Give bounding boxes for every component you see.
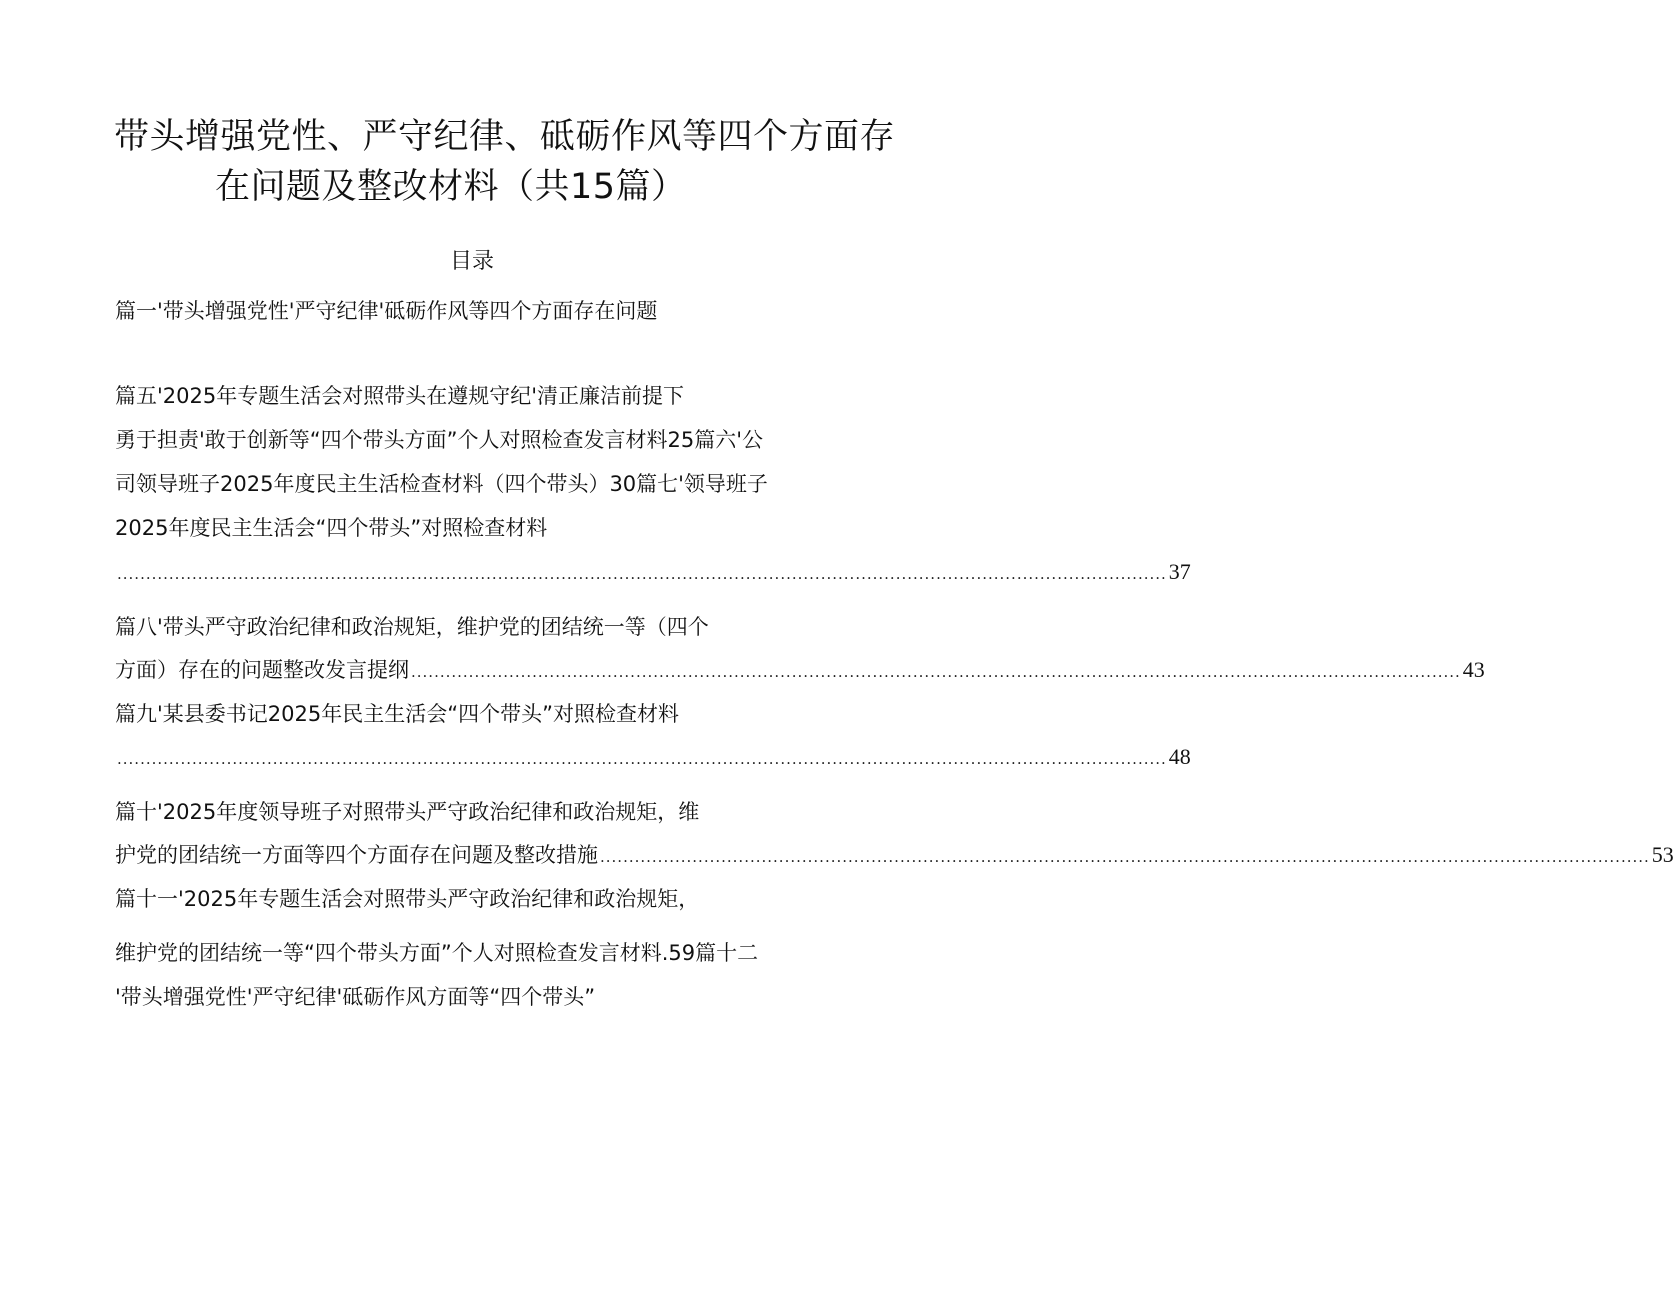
toc-entry-5-line-3[interactable]: 司领导班子2025年度民主生活检查材料（四个带头）30篇七'领导班子 [115, 472, 768, 496]
toc-entry-10-line-2[interactable] [115, 840, 1674, 872]
page-number: 37 [1168, 559, 1191, 584]
toc-entry-5-line-1[interactable]: 篇五'2025年专题生活会对照带头在遵规守纪'清正廉洁前提下 [115, 384, 684, 408]
document-title [100, 112, 896, 212]
toc-entry-8-line-2[interactable] [115, 655, 1485, 687]
page-number: 43 [1462, 657, 1485, 682]
toc-entry-7-line-4[interactable]: 2025年度民主生活会“四个带头”对照检查材料 [115, 516, 548, 540]
title-line-2: 在问题及整改材料（共15篇） [215, 167, 687, 207]
toc-entry-7-leader-row[interactable] [115, 557, 1191, 589]
toc-entry-9-leader-row[interactable] [115, 742, 1191, 774]
toc-entry-12-line-3[interactable]: '带头增强党性'严守纪律'砥砺作风方面等“四个带头” [115, 985, 596, 1009]
page-number: 48 [1168, 744, 1191, 769]
toc-entry-10-text: 护党的团结统一方面等四个方面存在问题及整改措施 [115, 843, 598, 867]
toc-entry-9-line-1[interactable]: 篇九'某县委书记2025年民主生活会“四个带头”对照检查材料 [115, 702, 679, 726]
dot-leader: ...................................................................................................................................................................................... [117, 750, 1167, 768]
toc-entry-1[interactable]: 篇一'带头增强党性'严守纪律'砥砺作风等四个方面存在问题 [115, 299, 658, 323]
page-number: 53 [1651, 842, 1674, 867]
toc-entry-10-line-1[interactable]: 篇十'2025年度领导班子对照带头严守政治纪律和政治规矩，维 [115, 800, 700, 824]
title-line-1: 带头增强党性、严守纪律、砥砺作风等四个方面存 [114, 117, 896, 157]
toc-entry-8-line-1[interactable]: 篇八'带头严守政治纪律和政治规矩，维护党的团结统一等（四个 [115, 615, 709, 639]
toc-entry-8-text: 方面）存在的问题整改发言提纲 [115, 658, 409, 682]
toc-entry-5-line-2[interactable]: 勇于担责'敢于创新等“四个带头方面”个人对照检查发言材料25篇六'公 [115, 428, 764, 452]
dot-leader: ...................................................................................................................................................................................... [600, 848, 1650, 866]
dot-leader: ...................................................................................................................................................................................... [117, 565, 1167, 583]
toc-entry-11-line-1[interactable]: 篇十一'2025年专题生活会对照带头严守政治纪律和政治规矩， [115, 887, 700, 911]
toc-entry-11-line-2[interactable]: 维护党的团结统一等“四个带头方面”个人对照检查发言材料.59篇十二 [115, 941, 759, 965]
dot-leader: ...................................................................................................................................................................................... [411, 663, 1461, 681]
toc-heading: 目录 [450, 249, 495, 274]
